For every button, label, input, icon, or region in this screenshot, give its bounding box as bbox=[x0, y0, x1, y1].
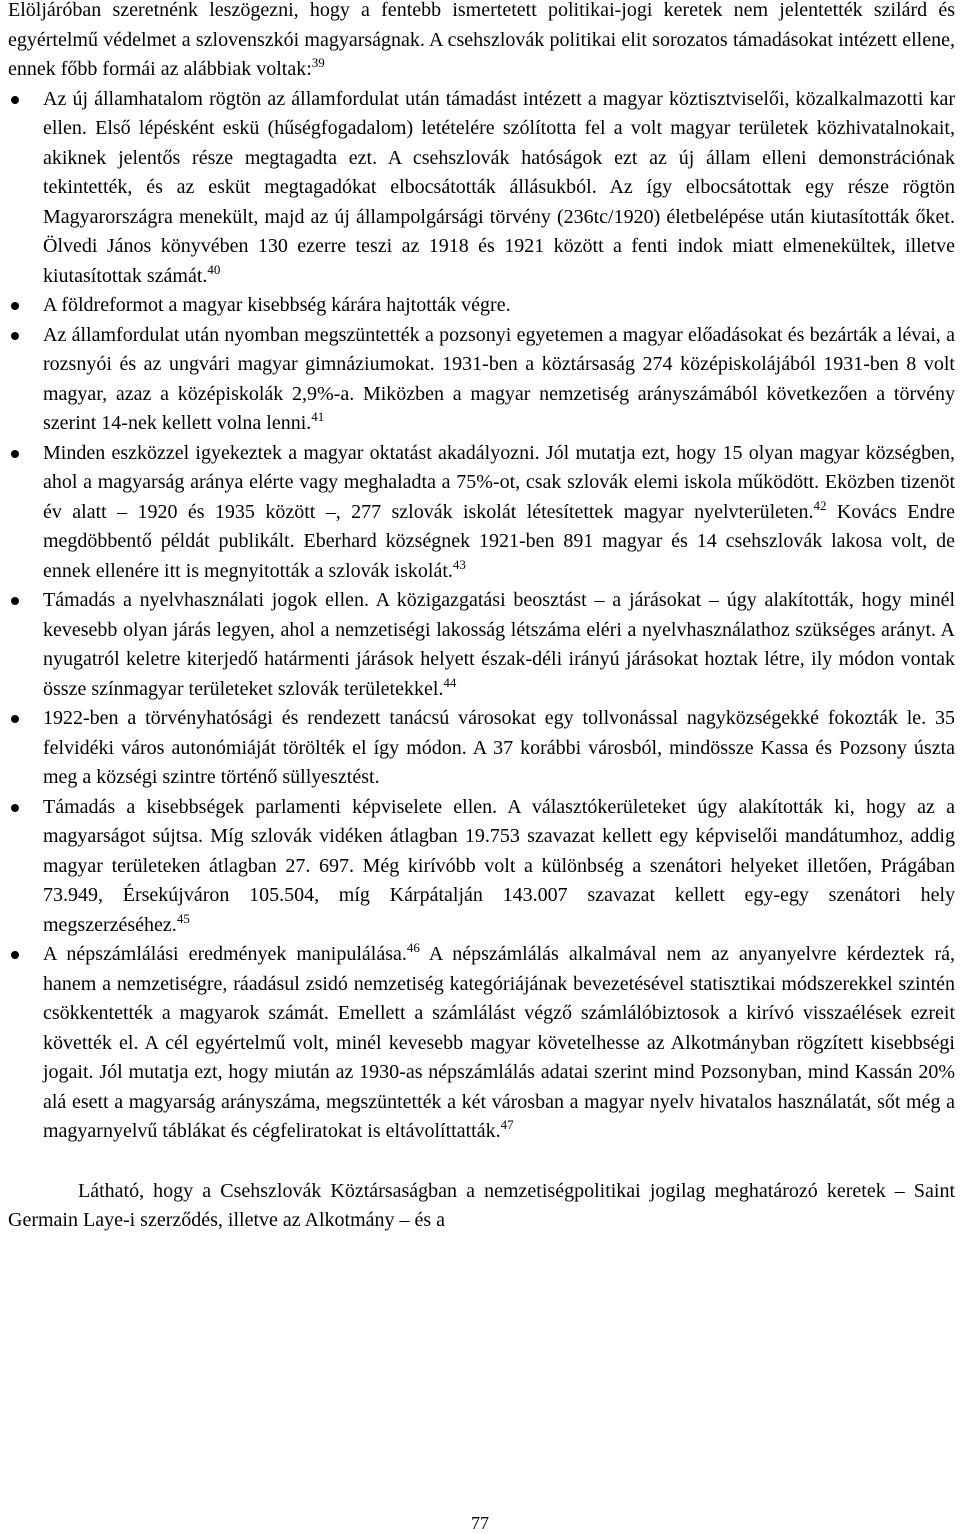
footnote-ref: 42 bbox=[813, 497, 827, 513]
intro-paragraph bbox=[8, 0, 955, 85]
bullet-icon bbox=[11, 302, 19, 310]
footnote-ref: 43 bbox=[452, 556, 466, 572]
bullet-icon bbox=[11, 332, 19, 340]
closing-text: Látható, hogy a Csehszlovák Köztársaságban a nemzetiségpolitikai jogilag meghatározó keretek – Saint Germain Laye-i szerződés, illetve az Alkotmány – és a bbox=[8, 1179, 955, 1231]
document-page bbox=[8, 0, 955, 1236]
footnote-ref: 41 bbox=[311, 409, 325, 424]
footnote-ref: 44 bbox=[443, 674, 457, 690]
bullet-text: 1922-ben a törvényhatósági és rendezett tanácsú városokat egy tollvonással nagyközségekké fokozták le. 35 felvidéki város autonómiáját törölték el így módon. A 37 korábbi városból, mindössze Kassa és Pozsony úszta meg a községi szintre történő süllyesztést. bbox=[43, 707, 955, 788]
bullet-item-language-rights bbox=[8, 586, 955, 704]
bullet-text: Az államfordulat után nyomban megszüntették a pozsonyi egyetemen a magyar előadásokat és bezárták a lévai, a rozsnyói és az ungvári magyar gimnáziumokat. 1931-ben a köztársaság 274 középiskolájából 1931-ben 8 volt magyar, azaz a középiskolák 2,9%-a. Miközben a magyar nemzetiség arányszámából következően a törvény szerint 14-nek kellett volna lenni. bbox=[43, 323, 955, 434]
page-number: 77 bbox=[471, 1513, 489, 1533]
footnote-ref: 40 bbox=[207, 261, 221, 277]
bullet-icon bbox=[11, 597, 19, 605]
footnote-ref: 46 bbox=[406, 940, 420, 955]
bullet-icon bbox=[11, 951, 19, 959]
bullet-text: Az új államhatalom rögtön az államfordulat után támadást intézett a magyar köztisztviselői, közalkalmazotti kar ellen. Első lépésként eskü (hűségfogadalom) letételére szólította fel a volt magyar területek közhivatalnokait, akiknek jelentős része megtagadta ezt. A csehszlovák hatóságok ezt az új állam elleni demonstrációnak tekintették, és az esküt megtagadókat elbocsátották állásukból. Az így elbocsátottak egy része rögtön Magyarországra menekült, majd az új állampolgársági törvény (236tc/1920) életbelépése után kiutasították őket. Ölvedi János könyvében 130 ezerre teszi az 1918 és 1921 között a fenti indok miatt elmenekültek, illetve kiutasítottak számát. bbox=[43, 87, 955, 287]
bullet-icon bbox=[11, 804, 19, 812]
bullet-text: Támadás a nyelvhasználati jogok ellen. A közigazgatási beosztást – a járásokat – úgy alakították, hogy minél kevesebb olyan járás legyen, ahol a nemzetiségi lakosság létszáma eléri a nyelvhasználathoz szükséges arányt. A nyugatról keletre kiterjedő határmenti járások helyett észak-déli irányú járásokat hoztak létre, ily módon vontak össze színmagyar területeket szlovák területekkel. bbox=[43, 589, 955, 700]
closing-paragraph bbox=[8, 1177, 955, 1236]
footnote-ref: 39 bbox=[311, 55, 325, 70]
bullet-item-land-reform bbox=[8, 291, 955, 321]
bullet-item-civil-servants bbox=[8, 85, 955, 292]
bullet-list bbox=[8, 85, 955, 1147]
bullet-item-town-status bbox=[8, 704, 955, 793]
bullet-icon bbox=[11, 715, 19, 723]
bullet-text-continued: Kovács Endre megdöbbentő példát publikált. Eberhard községnek 1921-ben 891 magyar és 14 csehszlovák lakosa volt, de ennek ellenére itt is megnyitották a szlovák iskolát. bbox=[43, 500, 956, 582]
footnote-ref: 47 bbox=[500, 1117, 514, 1132]
bullet-icon bbox=[11, 96, 19, 104]
intro-text: Elöljáróban szeretnénk leszögezni, hogy a fentebb ismertetett politikai-jogi keretek nem jelentették szilárd és egyértelmű védelmet a szlovenszkói magyarságnak. A csehszlovák politikai elit sorozatos támadásokat intézett ellene, ennek főbb formái az alábbiak voltak: bbox=[8, 0, 955, 80]
bullet-text: A földreformot a magyar kisebbség kárára hajtották végre. bbox=[43, 294, 511, 316]
footnote-ref: 45 bbox=[176, 910, 190, 926]
bullet-text-continued: A népszámlálás alkalmával nem az anyanyelvre kérdeztek rá, hanem a nemzetiségre, ráadásul zsidó nemzetiség kategóriájának bevezetésével statisztikai módszerekkel szintén csökkentették a magyarok számát. Emellett a számlálást végző számlálóbiztosok a kirívó visszaélések ezreit követték el. A cél egyértelmű volt, minél kevesebb magyar követelhesse az Alkotmányban rögzített kisebbségi jogait. Jól mutatja ezt, hogy miután az 1930-as népszámlálás adatai szerint mind Pozsonyban, mind Kassán 20% alá esett a magyarság arányszáma, megszüntették a két városban a magyar nyelv hivatalos használatát, sőt még a magyarnyelvű táblákat és cégfeliratokat is eltávolíttatták. bbox=[43, 943, 955, 1142]
bullet-text: Támadás a kisebbségek parlamenti képviselete ellen. A választókerületeket úgy alakították ki, hogy az a magyarságot sújtsa. Míg szlovák vidéken átlagban 19.753 szavazat kellett egy képviselői mandátumhoz, addig magyar területeken átlagban 27. 697. Még kirívóbb volt a különbség a szenátori helyeket illetően, Prágában 73.949, Érsekújváron 105.504, míg Kárpátalján 143.007 szavazat kellett egy-egy szenátori hely megszerzéséhez. bbox=[43, 795, 955, 936]
bullet-text: A népszámlálási eredmények manipulálása. bbox=[43, 943, 407, 965]
bullet-item-schools-closed bbox=[8, 321, 955, 439]
bullet-item-education-obstruction bbox=[8, 439, 955, 587]
bullet-item-parliament bbox=[8, 793, 955, 941]
bullet-item-census bbox=[8, 940, 955, 1147]
bullet-icon bbox=[11, 450, 19, 458]
bullet-text: Minden eszközzel igyekeztek a magyar oktatást akadályozni. Jól mutatja ezt, hogy 15 olyan magyar községben, ahol a magyarság aránya elérte vagy meghaladta a 75%-ot, csak szlovák elemi iskola működött. Eközben tizenöt év alatt – 1920 és 1935 között –, 277 szlovák iskolát létesítettek magyar nyelvterületen. bbox=[43, 441, 955, 523]
